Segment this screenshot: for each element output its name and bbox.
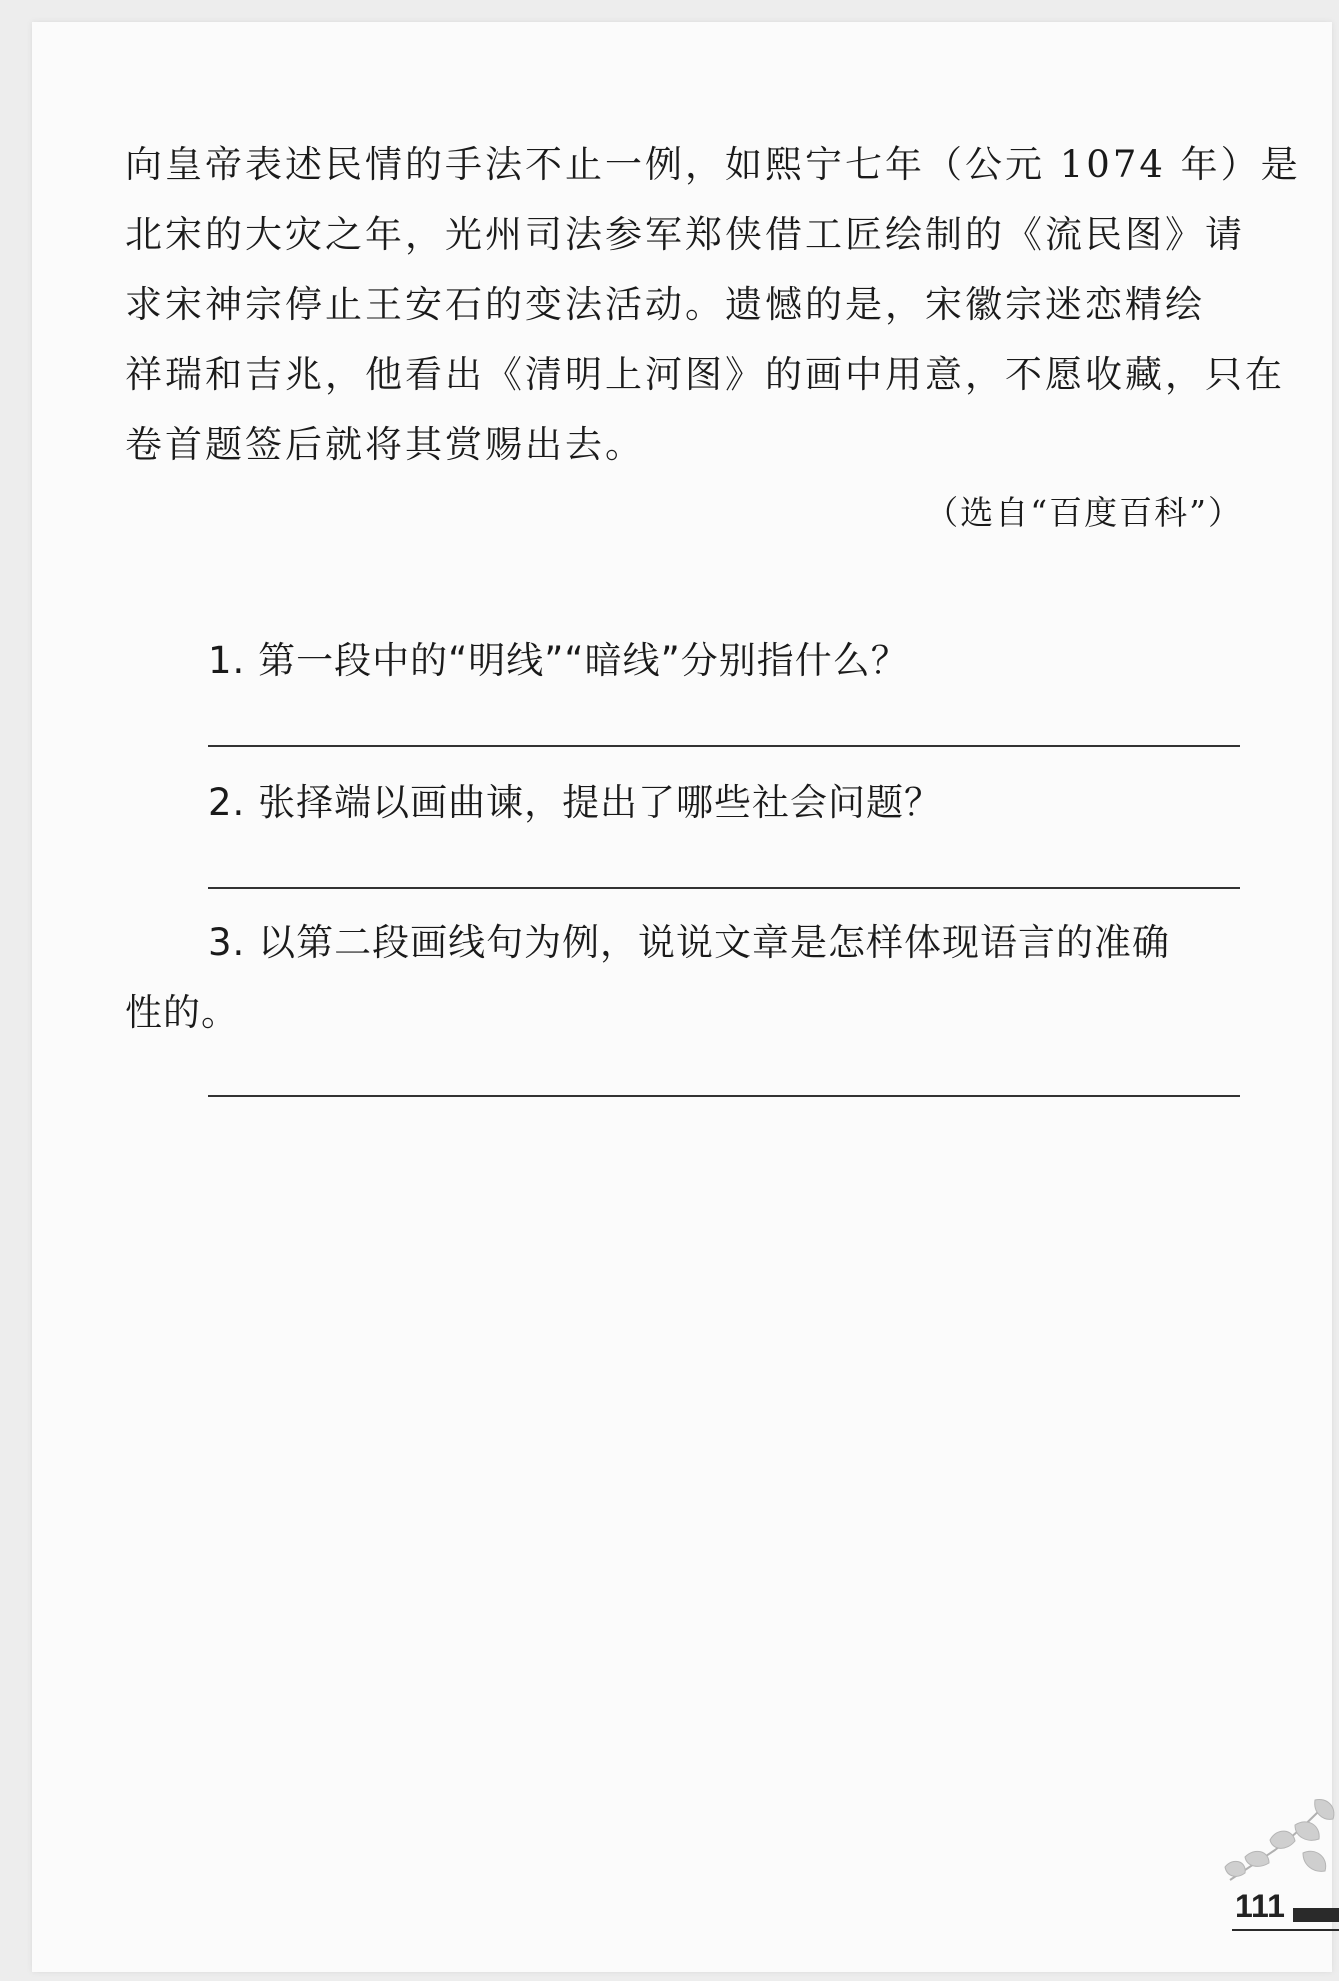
passage-line: 北宋的大灾之年，光州司法参军郑侠借工匠绘制的《流民图》请	[125, 213, 1245, 256]
source-citation: （选自“百度百科”）	[925, 493, 1243, 532]
leaf-branch-icon	[1215, 1795, 1339, 1890]
question-1: 1. 第一段中的“明线”“暗线”分别指什么？	[208, 639, 909, 682]
page-number: 111	[1235, 1888, 1285, 1924]
passage-text	[125, 130, 1301, 480]
answer-line-3[interactable]	[208, 1095, 1240, 1097]
passage-line: 祥瑞和吉兆，他看出《清明上河图》的画中用意，不愿收藏，只在	[125, 353, 1285, 396]
page-number-bar	[1293, 1908, 1339, 1922]
answer-line-2[interactable]	[208, 887, 1240, 889]
passage-line: 向皇帝表述民情的手法不止一例，如熙宁七年（公元 1074 年）是	[125, 143, 1301, 186]
question-2: 2. 张择端以画曲谏，提出了哪些社会问题？	[208, 781, 943, 824]
passage-line: 求宋神宗停止王安石的变法活动。遗憾的是，宋徽宗迷恋精绘	[125, 283, 1205, 326]
answer-line-1[interactable]	[208, 745, 1240, 747]
page-number-rule	[1232, 1929, 1339, 1931]
passage-line: 卷首题签后就将其赏赐出去。	[125, 423, 645, 466]
question-3: 3. 以第二段画线句为例，说说文章是怎样体现语言的准确	[208, 921, 1171, 964]
question-3-continuation: 性的。	[125, 991, 239, 1034]
